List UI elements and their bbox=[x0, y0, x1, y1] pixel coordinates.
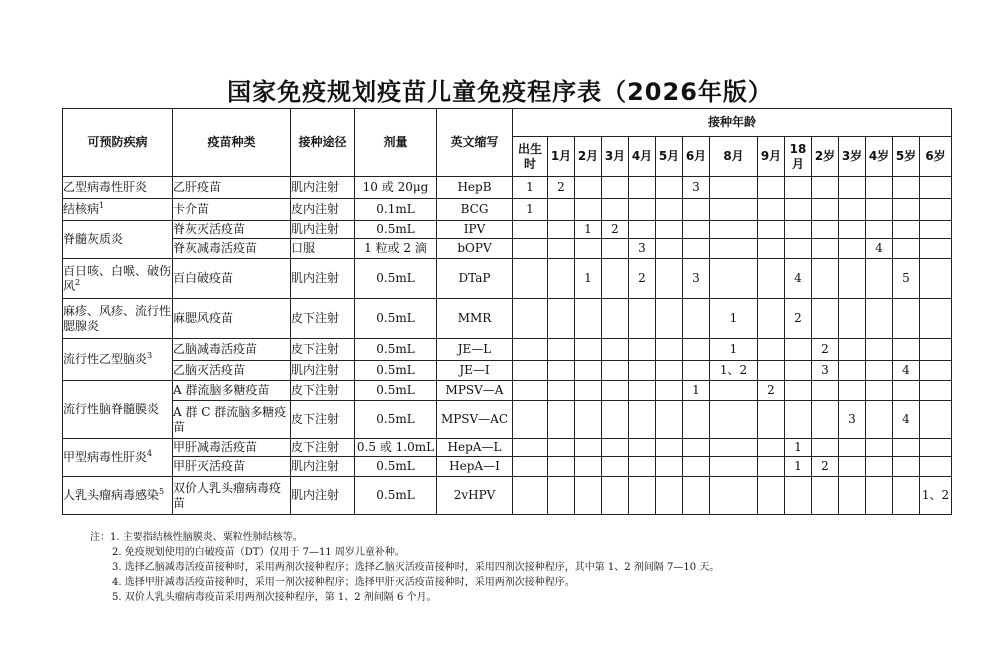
dose-number-cell bbox=[602, 477, 629, 515]
dose-number-cell bbox=[866, 381, 893, 401]
dose-number-cell bbox=[758, 401, 785, 439]
immunization-schedule-table bbox=[62, 108, 952, 515]
dose-number-cell bbox=[920, 457, 952, 477]
dose-number-cell bbox=[920, 259, 952, 299]
vaccine-cell: A 群流脑多糖疫苗 bbox=[173, 381, 291, 401]
dose-number-cell bbox=[513, 457, 548, 477]
abbr-cell: MPSV—A bbox=[437, 381, 513, 401]
dose-number-cell: 2 bbox=[602, 221, 629, 239]
vaccine-cell: 麻腮风疫苗 bbox=[173, 299, 291, 339]
dose-number-cell bbox=[602, 199, 629, 221]
dose-number-cell: 1 bbox=[785, 439, 812, 457]
vaccine-cell: 乙肝疫苗 bbox=[173, 177, 291, 199]
dose-number-cell bbox=[839, 199, 866, 221]
route-cell: 肌内注射 bbox=[291, 457, 355, 477]
dose-cell: 0.5mL bbox=[355, 401, 437, 439]
dose-number-cell bbox=[602, 457, 629, 477]
dose-number-cell bbox=[575, 381, 602, 401]
table-row bbox=[63, 477, 952, 515]
dose-number-cell bbox=[548, 457, 575, 477]
dose-cell: 0.5mL bbox=[355, 339, 437, 361]
table-row bbox=[63, 339, 952, 361]
dose-number-cell bbox=[758, 457, 785, 477]
dose-number-cell bbox=[548, 439, 575, 457]
dose-number-cell bbox=[575, 361, 602, 381]
dose-number-cell bbox=[656, 381, 683, 401]
dose-number-cell: 1、2 bbox=[920, 477, 952, 515]
dose-number-cell bbox=[920, 339, 952, 361]
dose-number-cell bbox=[893, 199, 920, 221]
age-header: 8月 bbox=[710, 137, 758, 177]
dose-number-cell bbox=[785, 339, 812, 361]
dose-number-cell bbox=[513, 339, 548, 361]
dose-cell: 0.5mL bbox=[355, 299, 437, 339]
dose-number-cell bbox=[785, 221, 812, 239]
dose-number-cell bbox=[920, 401, 952, 439]
dose-number-cell bbox=[602, 259, 629, 299]
dose-number-cell bbox=[920, 381, 952, 401]
dose-number-cell bbox=[839, 239, 866, 259]
dose-number-cell bbox=[629, 477, 656, 515]
footnote: 5. 双价人乳头瘤病毒疫苗采用两剂次接种程序，第 1、2 剂间隔 6 个月。 bbox=[112, 592, 437, 603]
dose-number-cell bbox=[839, 457, 866, 477]
dose-cell: 0.5mL bbox=[355, 259, 437, 299]
disease-cell: 流行性乙型脑炎$^3$ bbox=[63, 339, 173, 381]
footnote: 4. 选择甲肝减毒活疫苗接种时，采用一剂次接种程序；选择甲肝灭活疫苗接种时，采用两剂次接种程序。 bbox=[112, 577, 575, 588]
age-header: 1月 bbox=[548, 137, 575, 177]
dose-number-cell bbox=[785, 177, 812, 199]
dose-number-cell bbox=[656, 401, 683, 439]
dose-number-cell: 1 bbox=[785, 457, 812, 477]
route-cell: 皮下注射 bbox=[291, 439, 355, 457]
dose-number-cell bbox=[548, 361, 575, 381]
dose-number-cell bbox=[683, 339, 710, 361]
dose-number-cell bbox=[548, 239, 575, 259]
vaccine-cell: 脊灰灭活疫苗 bbox=[173, 221, 291, 239]
dose-number-cell bbox=[575, 299, 602, 339]
abbr-cell: BCG bbox=[437, 199, 513, 221]
dose-number-cell bbox=[575, 339, 602, 361]
dose-number-cell bbox=[548, 199, 575, 221]
dose-number-cell bbox=[893, 339, 920, 361]
dose-number-cell bbox=[893, 457, 920, 477]
vaccine-cell: 双价人乳头瘤病毒疫苗 bbox=[173, 477, 291, 515]
dose-number-cell bbox=[548, 221, 575, 239]
dose-number-cell: 2 bbox=[548, 177, 575, 199]
dose-number-cell: 1 bbox=[575, 221, 602, 239]
dose-number-cell bbox=[513, 401, 548, 439]
dose-number-cell bbox=[602, 239, 629, 259]
dose-number-cell bbox=[758, 477, 785, 515]
footnote: 注：1. 主要指结核性脑膜炎、粟粒性肺结核等。 bbox=[90, 532, 303, 543]
dose-number-cell bbox=[513, 239, 548, 259]
dose-number-cell: 4 bbox=[785, 259, 812, 299]
dose-number-cell bbox=[602, 299, 629, 339]
dose-number-cell bbox=[866, 199, 893, 221]
dose-number-cell bbox=[839, 339, 866, 361]
dose-cell: 0.5mL bbox=[355, 457, 437, 477]
vaccine-cell: 百白破疫苗 bbox=[173, 259, 291, 299]
abbr-cell: 2vHPV bbox=[437, 477, 513, 515]
dose-number-cell: 3 bbox=[812, 361, 839, 381]
age-header: 4月 bbox=[629, 137, 656, 177]
dose-number-cell bbox=[629, 457, 656, 477]
dose-number-cell bbox=[758, 221, 785, 239]
dose-number-cell bbox=[785, 401, 812, 439]
dose-number-cell: 3 bbox=[683, 177, 710, 199]
dose-number-cell: 4 bbox=[893, 401, 920, 439]
disease-cell: 百日咳、白喉、破伤风$^2$ bbox=[63, 259, 173, 299]
dose-number-cell bbox=[710, 259, 758, 299]
dose-number-cell bbox=[513, 381, 548, 401]
vaccine-cell: 甲肝灭活疫苗 bbox=[173, 457, 291, 477]
dose-number-cell bbox=[812, 299, 839, 339]
dose-number-cell bbox=[812, 381, 839, 401]
dose-number-cell bbox=[575, 457, 602, 477]
dose-number-cell bbox=[812, 199, 839, 221]
dose-number-cell bbox=[785, 239, 812, 259]
age-header: 2岁 bbox=[812, 137, 839, 177]
dose-number-cell bbox=[758, 439, 785, 457]
dose-number-cell bbox=[548, 477, 575, 515]
dose-number-cell bbox=[548, 339, 575, 361]
dose-number-cell bbox=[656, 299, 683, 339]
dose-number-cell: 1 bbox=[710, 299, 758, 339]
abbr-cell: bOPV bbox=[437, 239, 513, 259]
dose-number-cell bbox=[629, 361, 656, 381]
table-row bbox=[63, 457, 952, 477]
dose-number-cell: 2 bbox=[785, 299, 812, 339]
dose-number-cell bbox=[839, 299, 866, 339]
table-row bbox=[63, 259, 952, 299]
dose-number-cell bbox=[710, 477, 758, 515]
dose-number-cell bbox=[656, 221, 683, 239]
dose-number-cell: 4 bbox=[893, 361, 920, 381]
dose-number-cell bbox=[683, 477, 710, 515]
dose-number-cell: 1 bbox=[513, 199, 548, 221]
dose-number-cell bbox=[629, 299, 656, 339]
dose-number-cell bbox=[866, 401, 893, 439]
dose-number-cell bbox=[812, 177, 839, 199]
dose-number-cell bbox=[839, 259, 866, 299]
dose-number-cell: 1 bbox=[710, 339, 758, 361]
abbr-cell: DTaP bbox=[437, 259, 513, 299]
dose-number-cell bbox=[683, 361, 710, 381]
dose-number-cell bbox=[629, 339, 656, 361]
dose-number-cell bbox=[920, 199, 952, 221]
dose-number-cell bbox=[602, 381, 629, 401]
dose-number-cell bbox=[758, 339, 785, 361]
age-header: 3月 bbox=[602, 137, 629, 177]
route-cell: 皮内注射 bbox=[291, 199, 355, 221]
dose-number-cell: 5 bbox=[893, 259, 920, 299]
dose-number-cell bbox=[629, 381, 656, 401]
dose-number-cell bbox=[548, 381, 575, 401]
dose-number-cell bbox=[683, 299, 710, 339]
disease-cell: 乙型病毒性肝炎 bbox=[63, 177, 173, 199]
table-row bbox=[63, 199, 952, 221]
dose-number-cell bbox=[920, 221, 952, 239]
dose-number-cell bbox=[656, 199, 683, 221]
dose-number-cell: 3 bbox=[839, 401, 866, 439]
dose-number-cell bbox=[866, 477, 893, 515]
dose-number-cell bbox=[602, 177, 629, 199]
dose-number-cell bbox=[839, 361, 866, 381]
dose-number-cell: 4 bbox=[866, 239, 893, 259]
age-header: 2月 bbox=[575, 137, 602, 177]
dose-number-cell bbox=[575, 199, 602, 221]
dose-number-cell bbox=[683, 199, 710, 221]
age-header: 18月 bbox=[785, 137, 812, 177]
page-title: 国家免疫规划疫苗儿童免疫程序表（2026年版） bbox=[227, 78, 773, 106]
dose-number-cell bbox=[812, 439, 839, 457]
dose-number-cell bbox=[602, 339, 629, 361]
age-header: 3岁 bbox=[839, 137, 866, 177]
abbr-cell: MMR bbox=[437, 299, 513, 339]
route-cell: 肌内注射 bbox=[291, 477, 355, 515]
route-cell: 肌内注射 bbox=[291, 259, 355, 299]
header-age-group: 接种年龄 bbox=[513, 109, 952, 137]
abbr-cell: MPSV—AC bbox=[437, 401, 513, 439]
dose-number-cell bbox=[893, 439, 920, 457]
dose-cell: 0.5mL bbox=[355, 477, 437, 515]
dose-number-cell bbox=[893, 221, 920, 239]
dose-number-cell bbox=[893, 381, 920, 401]
dose-cell: 10 或 20μg bbox=[355, 177, 437, 199]
dose-number-cell bbox=[812, 221, 839, 239]
dose-number-cell bbox=[920, 299, 952, 339]
dose-number-cell: 2 bbox=[758, 381, 785, 401]
dose-number-cell: 3 bbox=[629, 239, 656, 259]
abbr-cell: HepB bbox=[437, 177, 513, 199]
dose-number-cell bbox=[629, 199, 656, 221]
dose-number-cell bbox=[513, 361, 548, 381]
route-cell: 皮下注射 bbox=[291, 299, 355, 339]
age-header: 9月 bbox=[758, 137, 785, 177]
route-cell: 皮下注射 bbox=[291, 381, 355, 401]
dose-number-cell: 1 bbox=[513, 177, 548, 199]
dose-number-cell bbox=[575, 239, 602, 259]
dose-number-cell bbox=[629, 177, 656, 199]
disease-cell: 脊髓灰质炎 bbox=[63, 221, 173, 259]
dose-number-cell bbox=[575, 477, 602, 515]
dose-number-cell bbox=[710, 457, 758, 477]
disease-cell: 甲型病毒性肝炎$^4$ bbox=[63, 439, 173, 477]
dose-number-cell bbox=[656, 361, 683, 381]
dose-number-cell bbox=[683, 439, 710, 457]
dose-number-cell bbox=[812, 259, 839, 299]
header-dose: 剂量 bbox=[355, 109, 437, 177]
route-cell: 肌内注射 bbox=[291, 177, 355, 199]
table-row bbox=[63, 401, 952, 439]
dose-number-cell bbox=[839, 381, 866, 401]
vaccine-cell: 卡介苗 bbox=[173, 199, 291, 221]
dose-number-cell bbox=[866, 259, 893, 299]
dose-number-cell bbox=[575, 439, 602, 457]
dose-number-cell bbox=[513, 439, 548, 457]
dose-number-cell bbox=[758, 299, 785, 339]
route-cell: 肌内注射 bbox=[291, 221, 355, 239]
route-cell: 皮下注射 bbox=[291, 339, 355, 361]
dose-number-cell bbox=[629, 221, 656, 239]
route-cell: 口服 bbox=[291, 239, 355, 259]
dose-number-cell bbox=[785, 477, 812, 515]
dose-number-cell bbox=[839, 477, 866, 515]
dose-number-cell bbox=[866, 439, 893, 457]
disease-cell: 流行性脑脊髓膜炎 bbox=[63, 381, 173, 439]
dose-number-cell bbox=[812, 477, 839, 515]
route-cell: 肌内注射 bbox=[291, 361, 355, 381]
dose-number-cell bbox=[710, 199, 758, 221]
route-cell: 皮下注射 bbox=[291, 401, 355, 439]
age-header: 出生时 bbox=[513, 137, 548, 177]
header-abbr: 英文缩写 bbox=[437, 109, 513, 177]
dose-number-cell bbox=[656, 439, 683, 457]
dose-number-cell bbox=[893, 239, 920, 259]
dose-number-cell bbox=[602, 401, 629, 439]
dose-number-cell bbox=[710, 439, 758, 457]
dose-number-cell bbox=[839, 221, 866, 239]
disease-cell: 麻疹、风疹、流行性腮腺炎 bbox=[63, 299, 173, 339]
dose-number-cell: 1 bbox=[575, 259, 602, 299]
dose-cell: 0.5 或 1.0mL bbox=[355, 439, 437, 457]
footnote: 2. 免疫规划使用的白破疫苗（DT）仅用于 7—11 周岁儿童补种。 bbox=[112, 547, 405, 558]
age-header: 5月 bbox=[656, 137, 683, 177]
dose-number-cell: 2 bbox=[812, 457, 839, 477]
dose-number-cell bbox=[920, 239, 952, 259]
dose-number-cell bbox=[758, 361, 785, 381]
dose-number-cell bbox=[710, 221, 758, 239]
dose-number-cell: 1 bbox=[683, 381, 710, 401]
vaccine-cell: A 群 C 群流脑多糖疫苗 bbox=[173, 401, 291, 439]
abbr-cell: HepA—I bbox=[437, 457, 513, 477]
dose-number-cell bbox=[710, 401, 758, 439]
dose-number-cell bbox=[893, 299, 920, 339]
dose-number-cell bbox=[602, 361, 629, 381]
header-disease: 可预防疾病 bbox=[63, 109, 173, 177]
header-route: 接种途径 bbox=[291, 109, 355, 177]
table-row bbox=[63, 239, 952, 259]
dose-cell: 0.5mL bbox=[355, 381, 437, 401]
disease-cell: 结核病$^1$ bbox=[63, 199, 173, 221]
dose-number-cell: 2 bbox=[629, 259, 656, 299]
dose-number-cell: 3 bbox=[683, 259, 710, 299]
dose-number-cell bbox=[839, 177, 866, 199]
dose-number-cell bbox=[513, 299, 548, 339]
dose-number-cell bbox=[683, 401, 710, 439]
age-header: 4岁 bbox=[866, 137, 893, 177]
disease-cell: 人乳头瘤病毒感染$^5$ bbox=[63, 477, 173, 515]
vaccine-cell: 脊灰减毒活疫苗 bbox=[173, 239, 291, 259]
dose-cell: 0.5mL bbox=[355, 221, 437, 239]
footnotes bbox=[90, 530, 719, 605]
dose-number-cell bbox=[656, 477, 683, 515]
dose-number-cell bbox=[710, 381, 758, 401]
dose-number-cell bbox=[866, 299, 893, 339]
table-row bbox=[63, 177, 952, 199]
dose-number-cell bbox=[683, 457, 710, 477]
vaccine-cell: 乙脑减毒活疫苗 bbox=[173, 339, 291, 361]
dose-number-cell bbox=[548, 401, 575, 439]
dose-number-cell bbox=[758, 177, 785, 199]
table-row bbox=[63, 221, 952, 239]
dose-number-cell bbox=[656, 259, 683, 299]
dose-number-cell bbox=[656, 457, 683, 477]
abbr-cell: HepA—L bbox=[437, 439, 513, 457]
dose-cell: 1 粒或 2 滴 bbox=[355, 239, 437, 259]
dose-number-cell bbox=[629, 401, 656, 439]
age-header: 6岁 bbox=[920, 137, 952, 177]
age-header: 5岁 bbox=[893, 137, 920, 177]
dose-number-cell bbox=[893, 477, 920, 515]
dose-cell: 0.5mL bbox=[355, 361, 437, 381]
dose-number-cell bbox=[920, 361, 952, 381]
dose-number-cell bbox=[548, 259, 575, 299]
abbr-cell: JE—I bbox=[437, 361, 513, 381]
dose-number-cell bbox=[920, 177, 952, 199]
footnote: 3. 选择乙脑减毒活疫苗接种时，采用两剂次接种程序；选择乙脑灭活疫苗接种时，采用四剂次接种程序，其中第 1、2 剂间隔 7—10 天。 bbox=[112, 562, 720, 573]
dose-number-cell bbox=[866, 221, 893, 239]
dose-number-cell bbox=[812, 401, 839, 439]
dose-number-cell bbox=[920, 439, 952, 457]
dose-number-cell bbox=[785, 381, 812, 401]
dose-number-cell: 2 bbox=[812, 339, 839, 361]
dose-number-cell bbox=[812, 239, 839, 259]
dose-number-cell bbox=[602, 439, 629, 457]
dose-number-cell bbox=[866, 339, 893, 361]
table-row bbox=[63, 361, 952, 381]
dose-number-cell bbox=[575, 177, 602, 199]
dose-number-cell bbox=[866, 361, 893, 381]
dose-number-cell bbox=[656, 239, 683, 259]
dose-number-cell bbox=[785, 361, 812, 381]
dose-number-cell bbox=[656, 177, 683, 199]
header-vaccine: 疫苗种类 bbox=[173, 109, 291, 177]
age-header: 6月 bbox=[683, 137, 710, 177]
dose-number-cell bbox=[839, 439, 866, 457]
vaccine-cell: 乙脑灭活疫苗 bbox=[173, 361, 291, 381]
abbr-cell: IPV bbox=[437, 221, 513, 239]
dose-number-cell bbox=[513, 221, 548, 239]
dose-number-cell bbox=[683, 221, 710, 239]
table-row bbox=[63, 439, 952, 457]
dose-number-cell bbox=[866, 457, 893, 477]
dose-number-cell bbox=[575, 401, 602, 439]
dose-number-cell bbox=[710, 239, 758, 259]
dose-number-cell bbox=[758, 199, 785, 221]
dose-number-cell: 1、2 bbox=[710, 361, 758, 381]
vaccine-cell: 甲肝减毒活疫苗 bbox=[173, 439, 291, 457]
dose-number-cell bbox=[710, 177, 758, 199]
dose-number-cell bbox=[785, 199, 812, 221]
dose-number-cell bbox=[758, 259, 785, 299]
dose-number-cell bbox=[683, 239, 710, 259]
dose-number-cell bbox=[893, 177, 920, 199]
abbr-cell: JE—L bbox=[437, 339, 513, 361]
dose-number-cell bbox=[513, 477, 548, 515]
table-row bbox=[63, 299, 952, 339]
dose-number-cell bbox=[629, 439, 656, 457]
dose-number-cell bbox=[513, 259, 548, 299]
dose-number-cell bbox=[866, 177, 893, 199]
table-row bbox=[63, 381, 952, 401]
dose-cell: 0.1mL bbox=[355, 199, 437, 221]
dose-number-cell bbox=[656, 339, 683, 361]
dose-number-cell bbox=[758, 239, 785, 259]
dose-number-cell bbox=[548, 299, 575, 339]
